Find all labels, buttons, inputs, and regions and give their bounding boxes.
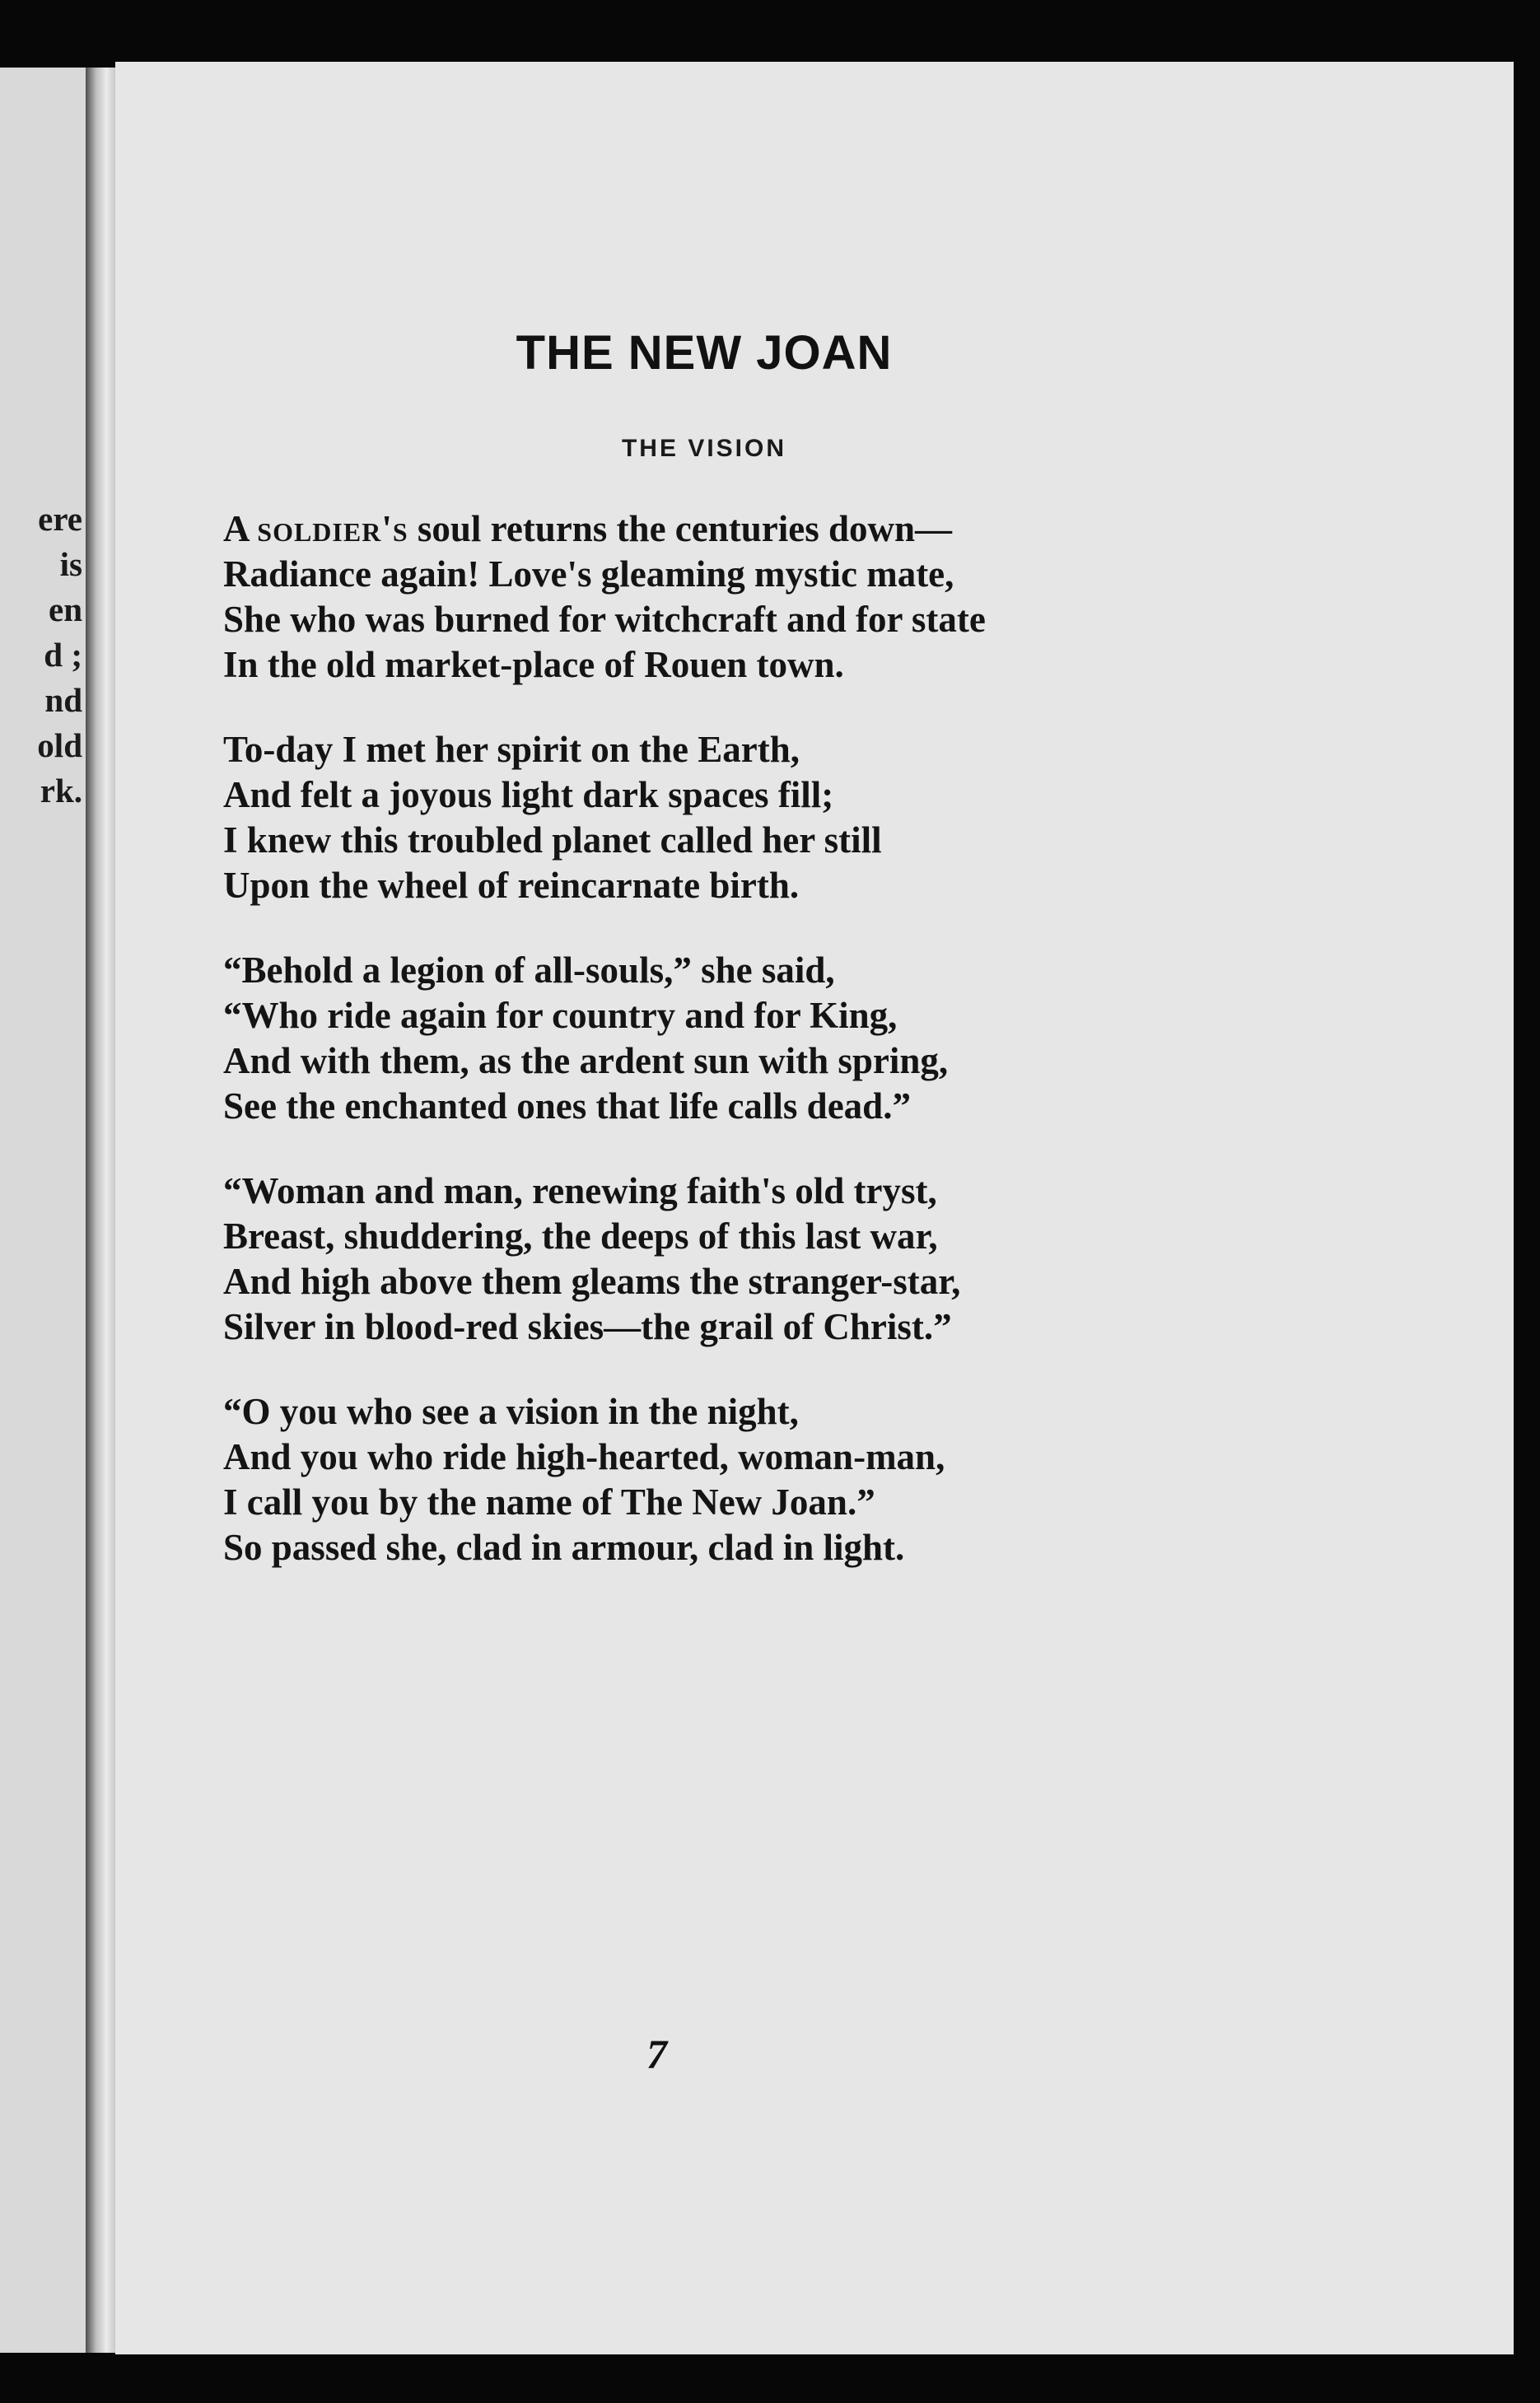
- poem-line: And with them, as the ardent sun with spring,: [223, 1040, 949, 1081]
- poem-line: And you who ride high-hearted, woman-man,: [223, 1436, 945, 1477]
- facing-page-fragment: en: [49, 590, 82, 628]
- facing-page-fragment: d ;: [44, 636, 82, 674]
- book-gutter: [86, 68, 115, 2353]
- poem-subtitle: THE VISION: [621, 435, 787, 462]
- facing-page-fragment: old: [37, 726, 82, 764]
- poem-line: I knew this troubled planet called her still: [223, 819, 882, 861]
- facing-page-edge: [0, 68, 86, 2353]
- poem-line: Silver in blood-red skies—the grail of Christ.”: [223, 1306, 952, 1347]
- poem-line: To-day I met her spirit on the Earth,: [223, 729, 800, 770]
- poem-line: And high above them gleams the stranger-star,: [223, 1261, 961, 1302]
- poem-line: Upon the wheel of reincarnate birth.: [223, 865, 800, 906]
- poem-title: THE NEW JOAN: [516, 326, 893, 380]
- stanza-4: [223, 1169, 1294, 1350]
- poem-line: “O you who see a vision in the night,: [223, 1391, 799, 1432]
- poem-line: Radiance again! Love's gleaming mystic mate,: [223, 553, 954, 595]
- stanza-3: [223, 948, 1294, 1129]
- facing-page-fragment: rk.: [40, 772, 82, 810]
- stanza-1: [223, 506, 1294, 688]
- facing-page-fragment: nd: [44, 681, 82, 719]
- poem-line: “Behold a legion of all-souls,” she said,: [223, 950, 835, 991]
- first-word: A: [223, 508, 249, 549]
- first-word-smallcaps: soldier's: [257, 508, 408, 549]
- poem-line: See the enchanted ones that life calls dead.”: [223, 1085, 911, 1127]
- poem-body: [223, 506, 1294, 1610]
- poem-line: And felt a joyous light dark spaces fill;: [223, 774, 834, 815]
- page-number: 7: [646, 2031, 667, 2077]
- poem-page: [115, 62, 1514, 2354]
- poem-line: I call you by the name of The New Joan.”: [223, 1481, 875, 1523]
- poem-line-text: soul returns the centuries down—: [417, 508, 953, 549]
- stanza-2: [223, 727, 1294, 908]
- poem-line: “Who ride again for country and for King,: [223, 995, 898, 1036]
- poem-line: [223, 506, 1294, 552]
- facing-page-fragment: ere: [38, 500, 82, 538]
- facing-page-fragment: is: [59, 545, 82, 583]
- poem-line: In the old market-place of Rouen town.: [223, 644, 844, 685]
- stanza-5: [223, 1389, 1294, 1570]
- poem-line: “Woman and man, renewing faith's old tryst,: [223, 1170, 937, 1211]
- poem-line: So passed she, clad in armour, clad in light.: [223, 1527, 905, 1568]
- poem-line: Breast, shuddering, the deeps of this last war,: [223, 1215, 938, 1257]
- poem-line: She who was burned for witchcraft and for state: [223, 599, 986, 640]
